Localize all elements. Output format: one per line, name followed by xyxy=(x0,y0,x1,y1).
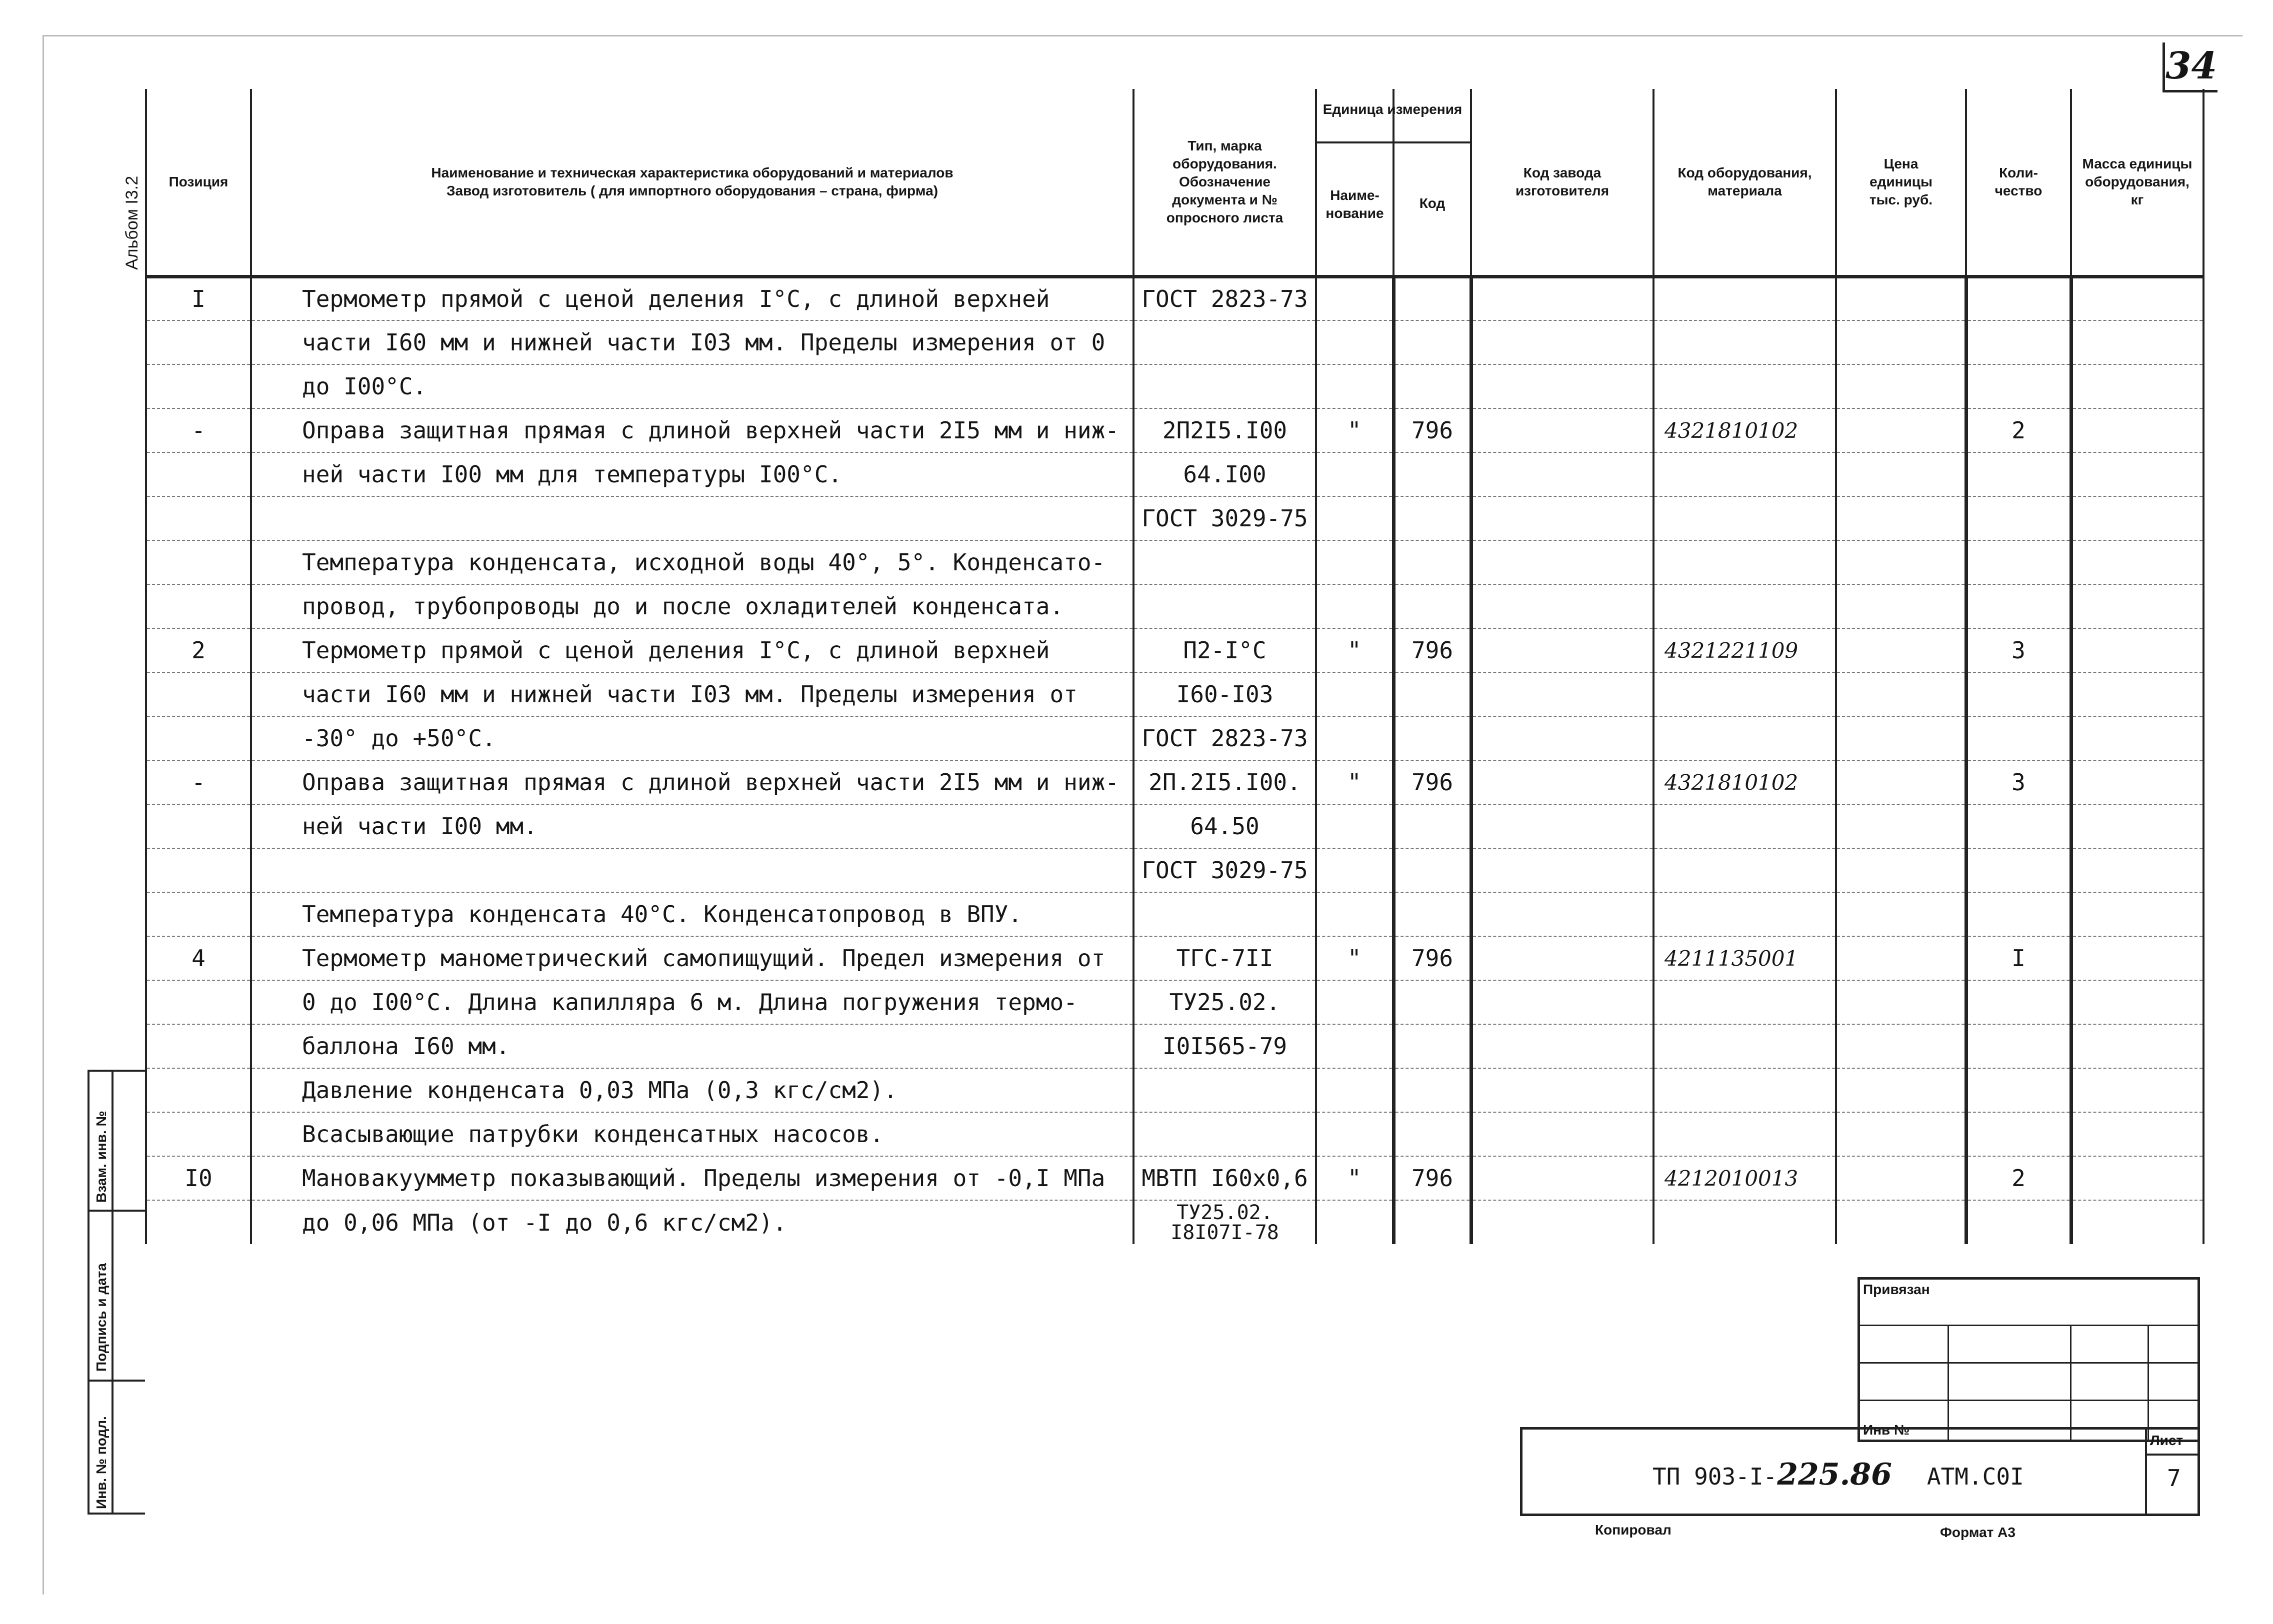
mass-cell xyxy=(2071,320,2204,364)
equipment-code-cell xyxy=(1654,892,1836,936)
mass-cell xyxy=(2071,892,2204,936)
unit-name-cell xyxy=(1316,452,1394,496)
equipment-code-cell xyxy=(1654,1112,1836,1156)
quantity-cell xyxy=(1966,1068,2071,1112)
description-cell: -30° до +50°C. xyxy=(251,716,1134,760)
unit-name-cell xyxy=(1316,1200,1394,1244)
price-cell xyxy=(1836,276,1966,320)
price-cell xyxy=(1836,804,1966,848)
header-name-line2: Завод изготовитель ( для импортного оборудования – страна, фирма) xyxy=(446,182,938,198)
mass-cell xyxy=(2071,496,2204,540)
type-cell: ТУ25.02. xyxy=(1134,980,1316,1024)
description-cell: Температура конденсата, исходной воды 40°, 5°. Конденсато- xyxy=(251,540,1134,584)
album-label: Альбом I3.2 xyxy=(122,175,142,270)
description-cell: Термометр прямой с ценой деления I°C, с длиной верхней xyxy=(251,276,1134,320)
equipment-code-cell xyxy=(1654,716,1836,760)
plant-code-cell xyxy=(1471,1200,1654,1244)
bound-line-1 xyxy=(1860,1325,2198,1326)
doc-code xyxy=(1652,1457,2024,1492)
doc-prefix: ТП 903-I- xyxy=(1652,1463,1778,1490)
plant-code-cell xyxy=(1471,892,1654,936)
mass-cell xyxy=(2071,628,2204,672)
position-cell xyxy=(146,1112,251,1156)
price-cell xyxy=(1836,760,1966,804)
mass-cell xyxy=(2071,1112,2204,1156)
unit-name-cell: " xyxy=(1316,628,1394,672)
quantity-cell: I xyxy=(1966,936,2071,980)
bound-vline-1 xyxy=(1948,1325,1949,1440)
plant-code-cell xyxy=(1471,628,1654,672)
plant-code-cell xyxy=(1471,540,1654,584)
price-cell xyxy=(1836,584,1966,628)
price-cell xyxy=(1836,452,1966,496)
plant-code-cell xyxy=(1471,1112,1654,1156)
unit-code-cell xyxy=(1394,980,1471,1024)
plant-code-cell xyxy=(1471,584,1654,628)
unit-code-cell xyxy=(1394,716,1471,760)
position-cell: 2 xyxy=(146,628,251,672)
specification-table xyxy=(145,89,2204,1244)
equipment-code-cell xyxy=(1654,320,1836,364)
mass-cell xyxy=(2071,276,2204,320)
mass-cell xyxy=(2071,452,2204,496)
unit-name-cell xyxy=(1316,1112,1394,1156)
price-cell xyxy=(1836,540,1966,584)
mass-cell xyxy=(2071,760,2204,804)
plant-code-cell xyxy=(1471,848,1654,892)
unit-code-cell xyxy=(1394,1068,1471,1112)
quantity-cell xyxy=(1966,1112,2071,1156)
quantity-cell xyxy=(1966,540,2071,584)
plant-code-cell xyxy=(1471,1068,1654,1112)
description-cell: Давление конденсата 0,03 МПа (0,3 кгс/см2). xyxy=(251,1068,1134,1112)
mass-cell xyxy=(2071,408,2204,452)
description-cell: ней части I00 мм. xyxy=(251,804,1134,848)
equipment-code-cell xyxy=(1654,804,1836,848)
price-cell xyxy=(1836,364,1966,408)
copied-label: Копировал xyxy=(1595,1522,1672,1538)
position-cell xyxy=(146,716,251,760)
equipment-code-cell xyxy=(1654,584,1836,628)
quantity-cell xyxy=(1966,276,2071,320)
header-price: Цена единицы тыс. руб. xyxy=(1836,89,1966,276)
price-cell xyxy=(1836,892,1966,936)
header-row xyxy=(146,89,2204,276)
table-row xyxy=(146,672,2204,716)
unit-name-cell xyxy=(1316,1068,1394,1112)
unit-code-cell xyxy=(1394,364,1471,408)
position-cell xyxy=(146,496,251,540)
header-name-line1: Наименование и техническая характеристика оборудований и материалов xyxy=(431,164,954,180)
description-cell: баллона I60 мм. xyxy=(251,1024,1134,1068)
unit-code-cell xyxy=(1394,672,1471,716)
header-type: Тип, марка оборудования. Обозначение документа и № опросного листа xyxy=(1134,89,1316,276)
side-stamp xyxy=(88,1070,145,1515)
quantity-cell xyxy=(1966,584,2071,628)
unit-name-cell xyxy=(1316,848,1394,892)
type-cell: 64.I00 xyxy=(1134,452,1316,496)
position-cell xyxy=(146,1024,251,1068)
plant-code-cell xyxy=(1471,276,1654,320)
position-cell: I xyxy=(146,276,251,320)
equipment-code-cell: 4321221109 xyxy=(1654,628,1836,672)
quantity-cell xyxy=(1966,892,2071,936)
description-cell: Оправа защитная прямая с длиной верхней части 2I5 мм и ниж- xyxy=(251,760,1134,804)
mass-cell xyxy=(2071,980,2204,1024)
header-quantity: Коли-чество xyxy=(1966,89,2071,276)
equipment-code-cell xyxy=(1654,364,1836,408)
quantity-cell xyxy=(1966,1024,2071,1068)
bound-block xyxy=(1858,1277,2200,1442)
bound-vline-3 xyxy=(2148,1325,2149,1440)
quantity-cell xyxy=(1966,672,2071,716)
unit-code-cell: 796 xyxy=(1394,936,1471,980)
unit-code-cell xyxy=(1394,1112,1471,1156)
unit-name-cell xyxy=(1316,496,1394,540)
description-cell: Мановакуумметр показывающий. Пределы измерения от -0,I МПа xyxy=(251,1156,1134,1200)
table-row xyxy=(146,584,2204,628)
price-cell xyxy=(1836,980,1966,1024)
plant-code-cell xyxy=(1471,1156,1654,1200)
position-cell: - xyxy=(146,760,251,804)
type-cell: ТГС-7II xyxy=(1134,936,1316,980)
price-cell xyxy=(1836,1200,1966,1244)
description-cell: части I60 мм и нижней части I03 мм. Пределы измерения от xyxy=(251,672,1134,716)
table-row xyxy=(146,1068,2204,1112)
price-cell xyxy=(1836,320,1966,364)
type-cell: 2П2I5.I00 xyxy=(1134,408,1316,452)
type-cell: П2-I°C xyxy=(1134,628,1316,672)
table-row xyxy=(146,1024,2204,1068)
header-unit-group xyxy=(1315,91,1470,143)
type-cell xyxy=(1134,1112,1316,1156)
position-cell xyxy=(146,980,251,1024)
bound-vline-2 xyxy=(2070,1325,2072,1440)
equipment-code-cell xyxy=(1654,276,1836,320)
doc-title-block xyxy=(1520,1427,2200,1516)
plant-code-cell xyxy=(1471,672,1654,716)
position-cell xyxy=(146,452,251,496)
equipment-code-cell xyxy=(1654,540,1836,584)
table-row xyxy=(146,980,2204,1024)
price-cell xyxy=(1836,496,1966,540)
table-row xyxy=(146,848,2204,892)
unit-name-cell xyxy=(1316,980,1394,1024)
description-cell: 0 до I00°C. Длина капилляра 6 м. Длина погружения термо- xyxy=(251,980,1134,1024)
mass-cell xyxy=(2071,1200,2204,1244)
type-cell: I0I565-79 xyxy=(1134,1024,1316,1068)
unit-code-cell xyxy=(1394,496,1471,540)
price-cell xyxy=(1836,848,1966,892)
sheet-label: Лист xyxy=(2150,1433,2184,1448)
quantity-cell xyxy=(1966,716,2071,760)
description-cell: до 0,06 МПа (от -I до 0,6 кгс/см2). xyxy=(251,1200,1134,1244)
doc-number: 225.86 xyxy=(1777,1457,1892,1492)
unit-name-cell: " xyxy=(1316,1156,1394,1200)
unit-name-cell xyxy=(1316,276,1394,320)
unit-code-cell xyxy=(1394,452,1471,496)
mass-cell xyxy=(2071,936,2204,980)
header-position: Позиция xyxy=(146,89,251,276)
mass-cell xyxy=(2071,584,2204,628)
position-cell xyxy=(146,584,251,628)
table-row xyxy=(146,1112,2204,1156)
mass-cell xyxy=(2071,716,2204,760)
description-cell xyxy=(251,848,1134,892)
unit-code-cell xyxy=(1394,804,1471,848)
type-cell xyxy=(1134,1068,1316,1112)
position-cell: - xyxy=(146,408,251,452)
unit-name-cell xyxy=(1316,540,1394,584)
header-name xyxy=(251,89,1134,276)
mass-cell xyxy=(2071,804,2204,848)
type-cell xyxy=(1134,892,1316,936)
table-row xyxy=(146,320,2204,364)
unit-code-cell xyxy=(1394,320,1471,364)
price-cell xyxy=(1836,1112,1966,1156)
equipment-code-cell: 4321810102 xyxy=(1654,760,1836,804)
plant-code-cell xyxy=(1471,452,1654,496)
equipment-code-cell xyxy=(1654,1024,1836,1068)
type-cell: ГОСТ 3029-75 xyxy=(1134,496,1316,540)
unit-name-cell: " xyxy=(1316,936,1394,980)
equipment-code-cell xyxy=(1654,452,1836,496)
mass-cell xyxy=(2071,1068,2204,1112)
header-unit-group-text: Единица измерения xyxy=(1322,101,1462,117)
description-cell: Всасывающие патрубки конденсатных насосов. xyxy=(251,1112,1134,1156)
sheet-divider xyxy=(2147,1454,2200,1456)
sheet-value: 7 xyxy=(2167,1465,2181,1492)
unit-code-cell: 796 xyxy=(1394,628,1471,672)
bound-label: Привязан xyxy=(1863,1282,1930,1297)
plant-code-cell xyxy=(1471,936,1654,980)
unit-code-cell xyxy=(1394,848,1471,892)
mass-cell xyxy=(2071,540,2204,584)
description-cell: Термометр манометрический самопищущий. Предел измерения от xyxy=(251,936,1134,980)
position-cell xyxy=(146,1200,251,1244)
quantity-cell xyxy=(1966,848,2071,892)
equipment-code-cell xyxy=(1654,848,1836,892)
quantity-cell xyxy=(1966,364,2071,408)
position-cell xyxy=(146,804,251,848)
quantity-cell: 2 xyxy=(1966,1156,2071,1200)
unit-name-cell xyxy=(1316,320,1394,364)
header-equipment-code: Код оборудования, материала xyxy=(1654,89,1836,276)
description-cell: части I60 мм и нижней части I03 мм. Пределы измерения от 0 xyxy=(251,320,1134,364)
position-cell xyxy=(146,364,251,408)
table-row xyxy=(146,936,2204,980)
equipment-code-cell xyxy=(1654,672,1836,716)
type-cell xyxy=(1134,584,1316,628)
position-cell xyxy=(146,892,251,936)
table-row xyxy=(146,452,2204,496)
header-plant-code: Код завода изготовителя xyxy=(1471,89,1654,276)
price-cell xyxy=(1836,672,1966,716)
unit-name-cell xyxy=(1316,364,1394,408)
plant-code-cell xyxy=(1471,496,1654,540)
table-row xyxy=(146,628,2204,672)
doc-suffix: АТМ.С0I xyxy=(1926,1463,2024,1490)
type-cell xyxy=(1134,320,1316,364)
table-row xyxy=(146,804,2204,848)
table-row xyxy=(146,716,2204,760)
type-cell: ГОСТ 3029-75 xyxy=(1134,848,1316,892)
unit-code-cell xyxy=(1394,276,1471,320)
plant-code-cell xyxy=(1471,980,1654,1024)
type-cell: 2П.2I5.I00. xyxy=(1134,760,1316,804)
description-cell: Оправа защитная прямая с длиной верхней части 2I5 мм и ниж- xyxy=(251,408,1134,452)
position-cell xyxy=(146,848,251,892)
table-row xyxy=(146,408,2204,452)
price-cell xyxy=(1836,936,1966,980)
table-row xyxy=(146,892,2204,936)
plant-code-cell xyxy=(1471,364,1654,408)
sheet-cell xyxy=(2145,1430,2200,1514)
side-sign-label: Подпись и дата xyxy=(94,1263,109,1372)
quantity-cell xyxy=(1966,320,2071,364)
equipment-code-cell xyxy=(1654,1068,1836,1112)
description-cell: Температура конденсата 40°C. Конденсатопровод в ВПУ. xyxy=(251,892,1134,936)
equipment-code-cell xyxy=(1654,1200,1836,1244)
position-cell xyxy=(146,1068,251,1112)
equipment-code-cell: 4321810102 xyxy=(1654,408,1836,452)
price-cell xyxy=(1836,1024,1966,1068)
unit-name-cell: " xyxy=(1316,760,1394,804)
quantity-cell xyxy=(1966,804,2071,848)
unit-code-cell: 796 xyxy=(1394,1156,1471,1200)
price-cell xyxy=(1836,716,1966,760)
type-cell: ТУ25.02. I8I07I-78 xyxy=(1134,1200,1316,1244)
table-row xyxy=(146,496,2204,540)
mass-cell xyxy=(2071,364,2204,408)
side-inv-label: Инв. № подл. xyxy=(94,1416,109,1509)
quantity-cell xyxy=(1966,1200,2071,1244)
quantity-cell xyxy=(1966,452,2071,496)
type-cell: I60-I03 xyxy=(1134,672,1316,716)
equipment-code-cell: 4212010013 xyxy=(1654,1156,1836,1200)
plant-code-cell xyxy=(1471,804,1654,848)
plant-code-cell xyxy=(1471,408,1654,452)
unit-code-cell xyxy=(1394,892,1471,936)
description-cell: провод, трубопроводы до и после охладителей конденсата. xyxy=(251,584,1134,628)
unit-code-cell xyxy=(1394,1200,1471,1244)
table-row xyxy=(146,276,2204,320)
unit-name-cell xyxy=(1316,584,1394,628)
table-row xyxy=(146,540,2204,584)
plant-code-cell xyxy=(1471,716,1654,760)
unit-name-cell xyxy=(1316,804,1394,848)
format-label: Формат А3 xyxy=(1940,1525,2016,1540)
description-cell xyxy=(251,496,1134,540)
table-row xyxy=(146,1200,2204,1244)
unit-name-cell xyxy=(1316,892,1394,936)
type-cell xyxy=(1134,540,1316,584)
header-unit-code-text: Код xyxy=(1419,195,1446,211)
equipment-code-cell: 4211135001 xyxy=(1654,936,1836,980)
equipment-code-cell xyxy=(1654,980,1836,1024)
header-mass: Масса единицы оборудования, кг xyxy=(2071,89,2204,276)
mass-cell xyxy=(2071,1024,2204,1068)
side-replace-label: Взам. инв. № xyxy=(94,1111,109,1203)
position-cell: I0 xyxy=(146,1156,251,1200)
inv-label: Инв № xyxy=(1863,1422,1910,1438)
table-row xyxy=(146,364,2204,408)
unit-name-cell xyxy=(1316,1024,1394,1068)
price-cell xyxy=(1836,1156,1966,1200)
unit-code-cell: 796 xyxy=(1394,760,1471,804)
mass-cell xyxy=(2071,848,2204,892)
bound-line-2 xyxy=(1860,1362,2198,1364)
unit-code-cell xyxy=(1394,1024,1471,1068)
position-cell xyxy=(146,320,251,364)
description-cell: ней части I00 мм для температуры I00°C. xyxy=(251,452,1134,496)
type-cell: ГОСТ 2823-73 xyxy=(1134,276,1316,320)
unit-name-cell: " xyxy=(1316,408,1394,452)
plant-code-cell xyxy=(1471,760,1654,804)
type-cell: МВТП I60х0,6 xyxy=(1134,1156,1316,1200)
plant-code-cell xyxy=(1471,320,1654,364)
unit-name-cell xyxy=(1316,716,1394,760)
mass-cell xyxy=(2071,1156,2204,1200)
price-cell xyxy=(1836,408,1966,452)
position-cell xyxy=(146,540,251,584)
page-number: 34 xyxy=(2162,42,2218,92)
price-cell xyxy=(1836,628,1966,672)
table-row xyxy=(146,760,2204,804)
unit-code-cell: 796 xyxy=(1394,408,1471,452)
unit-code-cell xyxy=(1394,584,1471,628)
type-cell xyxy=(1134,364,1316,408)
header-unit-name-text: Наиме-нование xyxy=(1326,187,1384,221)
quantity-cell xyxy=(1966,980,2071,1024)
quantity-cell: 3 xyxy=(1966,760,2071,804)
position-cell xyxy=(146,672,251,716)
table-row xyxy=(146,1156,2204,1200)
quantity-cell: 2 xyxy=(1966,408,2071,452)
type-cell: ГОСТ 2823-73 xyxy=(1134,716,1316,760)
description-cell: до I00°C. xyxy=(251,364,1134,408)
unit-code-cell xyxy=(1394,540,1471,584)
description-cell: Термометр прямой с ценой деления I°C, с длиной верхней xyxy=(251,628,1134,672)
quantity-cell xyxy=(1966,496,2071,540)
plant-code-cell xyxy=(1471,1024,1654,1068)
type-cell: 64.50 xyxy=(1134,804,1316,848)
price-cell xyxy=(1836,1068,1966,1112)
quantity-cell: 3 xyxy=(1966,628,2071,672)
unit-name-cell xyxy=(1316,672,1394,716)
equipment-code-cell xyxy=(1654,496,1836,540)
mass-cell xyxy=(2071,672,2204,716)
position-cell: 4 xyxy=(146,936,251,980)
bound-line-3 xyxy=(1860,1400,2198,1401)
